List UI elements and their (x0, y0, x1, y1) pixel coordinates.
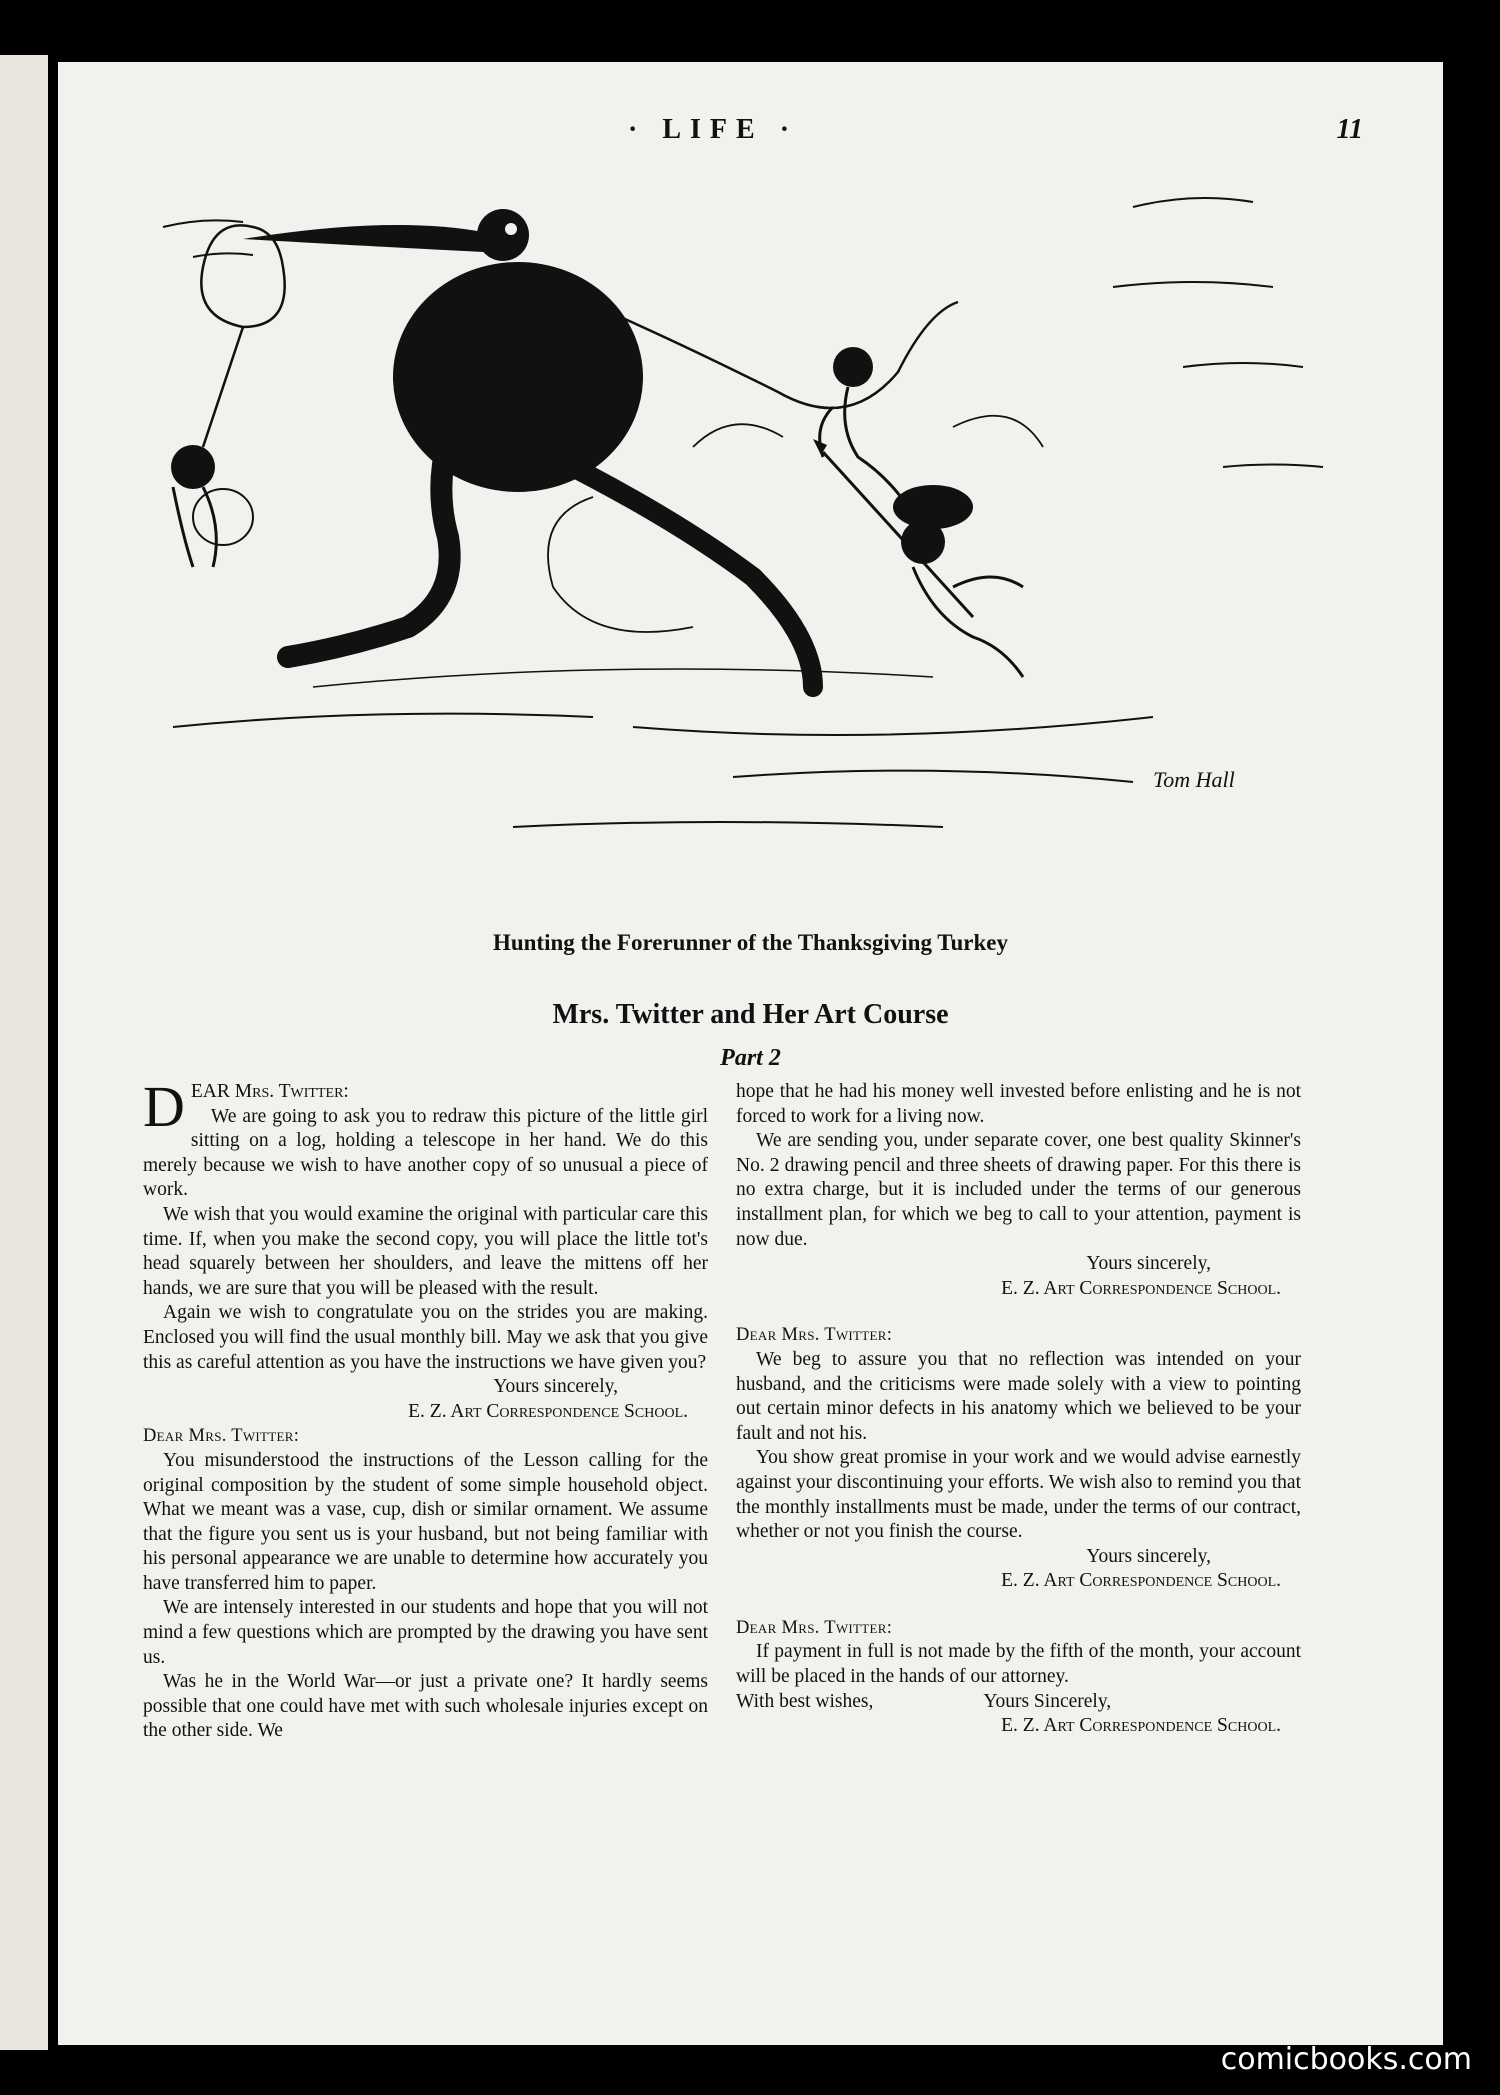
letter2-paragraph: We are intensely interested in our students and hope that you will not mind a few questions which are prompted by the drawing you have sent us. (143, 1597, 708, 1668)
article-subtitle: Part 2 (720, 1045, 781, 1071)
article-title: Mrs. Twitter and Her Art Course (552, 999, 949, 1030)
letter3-closing: Yours sincerely, (1086, 1545, 1211, 1567)
bird-body (393, 262, 643, 492)
hunter-with-rope (171, 225, 285, 567)
letter2-signature: E. Z. Art Correspondence School. (1001, 1277, 1281, 1299)
letter1-paragraph: We are going to ask you to redraw this picture of the little girl sitting on a log, holding a telescope in her hand. We do this merely because we wish to have another copy of so unusual a piece of work. (143, 1105, 708, 1201)
left-column (143, 1074, 708, 1744)
letter1-paragraph: We wish that you would examine the original with particular care this time. If, when you make the second copy, you will place the little tot's head squarely between her shoulders, and leave the mittens off her hands, we are sure that you will be pleased with the result. (143, 1203, 708, 1299)
letter2-closing: Yours sincerely, (1086, 1253, 1211, 1275)
page-gutter (48, 55, 54, 2050)
letter4-closing-row (736, 1690, 1301, 1715)
watermark: comicbooks.com (1220, 2042, 1472, 2077)
cartoon-illustration (133, 167, 1373, 927)
letter3-salutation: Dear Mrs. Twitter: (736, 1325, 893, 1346)
letter2-paragraph: You misunderstood the instructions of the Lesson calling for the original composition by the student of some simple household object. What we meant was a vase, cup, dish or similar ornament. We assume that the figure you sent us is your husband, but not being familiar with his personal appearance we are unable to determine how accurately you have transferred him to paper. (143, 1449, 708, 1594)
letter3-signature: E. Z. Art Correspondence School. (1001, 1570, 1281, 1592)
hunter-with-whip (820, 347, 908, 507)
running-title: · LIFE · (628, 114, 799, 145)
letter2-paragraph: Was he in the World War—or just a private one? It hardly seems possible that one could have met with such wholesale injuries except on the other side. We (143, 1671, 708, 1742)
letter1-signature: E. Z. Art Correspondence School. (408, 1400, 688, 1422)
page-header (58, 114, 1443, 154)
drop-cap: D (143, 1074, 185, 1139)
letter1-salutation: DEAR Mrs. Twitter: (143, 1074, 349, 1139)
letter2-continuation: hope that he had his money well invested before enlisting and he is not forced to work for a living now. (736, 1081, 1301, 1127)
letter4-paragraph: If payment in full is not made by the fifth of the month, your account will be placed in the hands of our attorney. (736, 1641, 1301, 1688)
magazine-page (58, 62, 1443, 2045)
facing-page-edge (0, 55, 48, 2050)
page-number: 11 (1336, 114, 1363, 145)
letter2-salutation: Dear Mrs. Twitter: (143, 1426, 300, 1447)
letter4-closing: Yours Sincerely, (983, 1690, 1112, 1712)
letter2-paragraph: We are sending you, under separate cover, one best quality Skinner's No. 2 drawing pencil and three sheets of drawing paper. For this there is no extra charge, but it is included under the terms of our generous installment plan, for which we beg to call to your attention, payment is now due. (736, 1130, 1301, 1250)
artist-signature: Tom Hall (1153, 767, 1235, 792)
letter1-closing: Yours sincerely, (493, 1376, 618, 1398)
best-wishes: With best wishes, (736, 1690, 874, 1712)
letter3-paragraph: You show great promise in your work and we would advise earnestly against your discontinuing your efforts. We wish also to remind you that the monthly installments must be made, under the terms of our contract, whether or not you finish the course. (736, 1447, 1301, 1543)
letter4-salutation: Dear Mrs. Twitter: (736, 1617, 893, 1638)
letter4-signature: E. Z. Art Correspondence School. (1001, 1715, 1281, 1737)
illustration-caption: Hunting the Forerunner of the Thanksgiving Turkey (492, 930, 1009, 955)
right-column (736, 1080, 1301, 1739)
letter1-paragraph: Again we wish to congratulate you on the strides you are making. Enclosed you will find the usual monthly bill. May we ask that you give this as careful attention as you have the instructions we have given you? (143, 1302, 708, 1373)
letter3-paragraph: We beg to assure you that no reflection was intended on your husband, and the criticisms were made solely with a view to pointing out certain minor defects in his anatomy which we believed to be your fault and not his. (736, 1348, 1301, 1444)
hunter-with-spear (813, 439, 1023, 677)
